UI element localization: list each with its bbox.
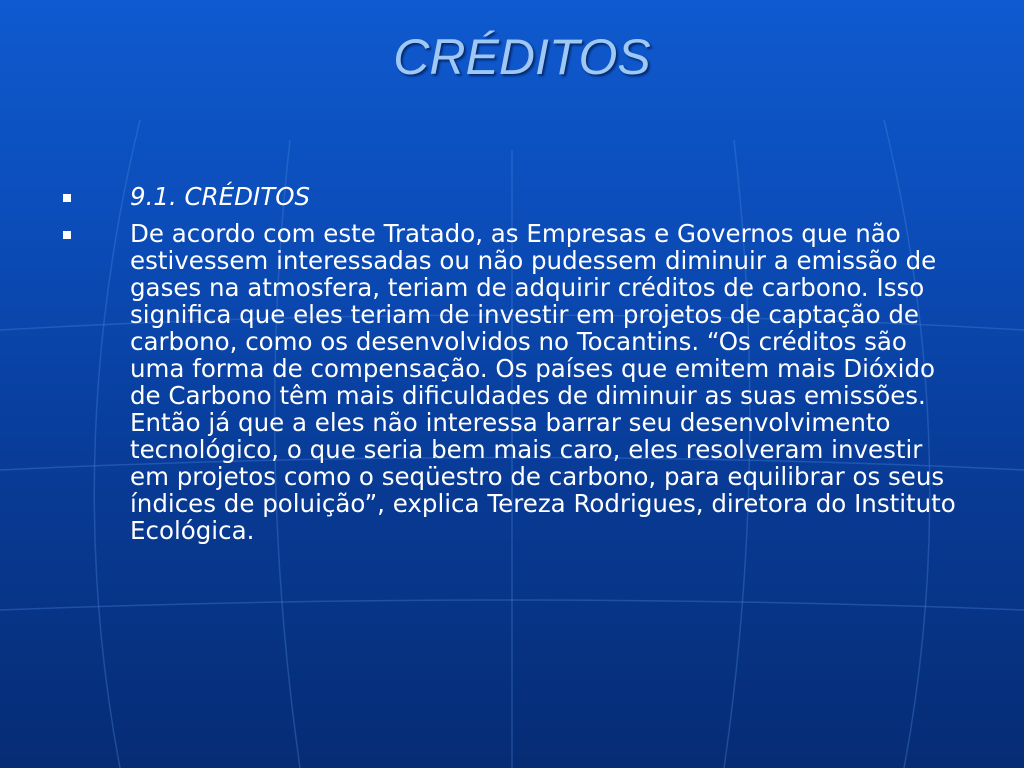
square-bullet-icon: [63, 194, 71, 202]
square-bullet-icon: [63, 231, 71, 239]
section-heading: 9.1. CRÉDITOS: [130, 182, 311, 211]
slide-title: CRÉDITOS: [393, 29, 651, 85]
bullet-list: [60, 183, 960, 544]
list-item: [60, 183, 960, 210]
list-item: [60, 220, 960, 544]
body-paragraph: De acordo com este Tratado, as Empresas e Governos que não estivessem interessadas ou não pudessem diminuir a emissão de gases na atmosfera, teriam de adquirir créditos de carbono. Isso significa que eles teriam de investir em projetos de captação de carbono, como os desenvolvidos no Tocantins. “Os créditos são uma forma de compensação. Os países que emitem mais Dióxido de Carbono têm mais dificuldades de diminuir as suas emissões. Então já que a eles não interessa barrar seu desenvolvimento tecnológico, o que seria bem mais caro, eles resolveram investir em projetos como o seqüestro de carbono, para equilibrar os seus índices de poluição”, explica Tereza Rodrigues, diretora do Instituto Ecológica.: [130, 219, 956, 545]
